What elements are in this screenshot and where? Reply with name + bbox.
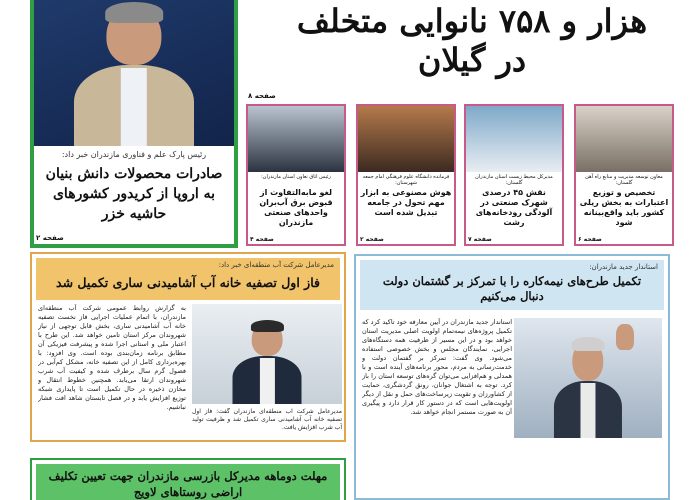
teaser-3-title: هوش مصنوعی به ابزار مهم تحول در جامعه تبدیل شده است [360, 188, 452, 217]
left-top-page-ref: صفحه ۲ [36, 234, 64, 242]
left-top-kicker: رئیس پارک علم و فناوری مازندران خبر داد: [61, 150, 207, 159]
article-right-body: استاندار جدید مازندران در آیین معارفه خود تاکید کرد که تکمیل پروژه‌های نیمه‌تمام اولویت اصلی مدیریت استان خواهد بود و در این مسیر از ظرفیت همه دستگاه‌های اجرایی، نمایندگان مجلس و بخش خصوصی استفاده می‌شود. وی گفت: تمرکز بر گفتمان دولت و خدمت‌رسانی به مردم، محور برنامه‌های آینده است و با همدلی و هم‌افزایی می‌توان گره‌های توسعه استان را باز کرد. توجه به اشتغال جوانان، رونق گردشگری، حمایت از کشاورزان و تقویت زیرساخت‌های حمل و نقل از دیگر اولویت‌هایی است که در دستور کار قرار دارد و پیگیری آن به صورت مستمر انجام خواهد شد. [362, 318, 512, 416]
article-left-kicker: مدیرعامل شرکت آب منطقه‌ای خبر داد: [218, 261, 334, 269]
article-right [354, 254, 670, 500]
person-figure [74, 6, 194, 146]
teaser-2[interactable] [464, 104, 564, 246]
teaser-2-photo [466, 106, 562, 172]
teaser-4[interactable] [246, 104, 346, 246]
bottom-left-box [30, 458, 346, 500]
teaser-3[interactable] [356, 104, 456, 246]
teaser-4-photo [248, 106, 344, 172]
article-left-headline: فاز اول تصفیه خانه آب آشامیدنی ساری تکمیل شد [56, 275, 320, 290]
masthead-page-ref: صفحه ۸ [248, 92, 276, 100]
headline-line-2: در گیلان [417, 41, 527, 79]
bottom-left-header [36, 464, 340, 500]
headline-line-1: هزار و ۷۵۸ نانوایی متخلف [296, 2, 648, 40]
bottom-left-headline: مهلت دوماهه مدیرکل بازرسی مازندران جهت تعیین تکلیف اراضی روستاهای لاویج [48, 469, 328, 499]
teaser-4-page: صفحه ۴ [250, 236, 274, 243]
article-right-header [360, 260, 664, 310]
teaser-1-kicker: معاون توسعه مدیریت و منابع راه آهن گلستان: [585, 174, 663, 186]
teaser-2-page: صفحه ۷ [468, 236, 492, 243]
article-left-header [36, 258, 340, 300]
article-left [30, 252, 346, 442]
teaser-3-photo [358, 106, 454, 172]
teaser-2-title: نقش ۴۵ درصدی شهرک صنعتی در آلودگی رودخانه‌های رشت [475, 188, 553, 227]
article-left-caption: مدیرعامل شرکت آب منطقه‌ای مازندران گفت: فاز اول تصفیه خانه آب آشامیدنی ساری تکمیل شد و ظرفیت تولید آب شرب افزایش یافت. [192, 408, 342, 431]
masthead-headline [248, 2, 696, 90]
teaser-4-kicker: رئیس اتاق تعاون استان مازندران: [261, 174, 331, 180]
teaser-4-title: لغو مابه‌التفاوت از قبوض برق آب‌بران واحدهای صنعتی مازندران [259, 188, 333, 227]
teaser-2-kicker: مدیرکل محیط زیست استان مازندران گلستان: [475, 174, 553, 186]
article-right-kicker: استاندار جدید مازندران: [589, 263, 658, 271]
teaser-3-page: صفحه ۲ [360, 236, 384, 243]
teaser-1-photo [576, 106, 672, 172]
teaser-3-kicker: فرمانده دانشگاه علوم فرهنگی امام جمعه شهرستان: [362, 174, 450, 186]
teaser-1-title: تخصیص و توزیع اعتبارات به بخش ریلی کشور باید واقع‌بینانه شود [579, 188, 669, 227]
article-right-photo [514, 318, 662, 438]
article-left-photo [192, 304, 342, 404]
left-top-headline: صادرات محصولات دانش بنیان به اروپا از کریدور کشورهای حاشیه خزر [45, 166, 223, 222]
waving-hand-icon [616, 324, 634, 350]
article-right-headline: تکمیل طرح‌های نیمه‌کاره را با تمرکز بر گشتمان دولت دنبال می‌کنیم [382, 274, 642, 303]
left-top-box [30, 0, 238, 248]
article-left-body: به گزارش روابط عمومی شرکت آب منطقه‌ای مازندران، با اتمام عملیات اجرایی فاز نخست تصفیه خانه آب آشامیدنی ساری، بخش قابل توجهی از نیاز شهروندان مرکز استان تامین خواهد شد. این طرح با اعتبار ملی و استانی اجرا شده و پیشرفت فیزیکی آن مطابق برنامه زمان‌بندی بوده است. وی افزود: با بهره‌برداری کامل از این تصفیه خانه، مشکل کم‌آبی در فصول گرم سال برطرف شده و کیفیت آب شرب شهروندان ارتقا می‌یابد. همچنین خطوط انتقال و مخازن ذخیره در حال تکمیل است تا پایداری شبکه توزیع افزایش یابد و در فصل تابستان شاهد افت فشار نباشیم. [38, 304, 186, 411]
teaser-1[interactable] [574, 104, 674, 246]
left-top-photo [34, 0, 234, 146]
teaser-1-page: صفحه ۶ [578, 236, 602, 243]
